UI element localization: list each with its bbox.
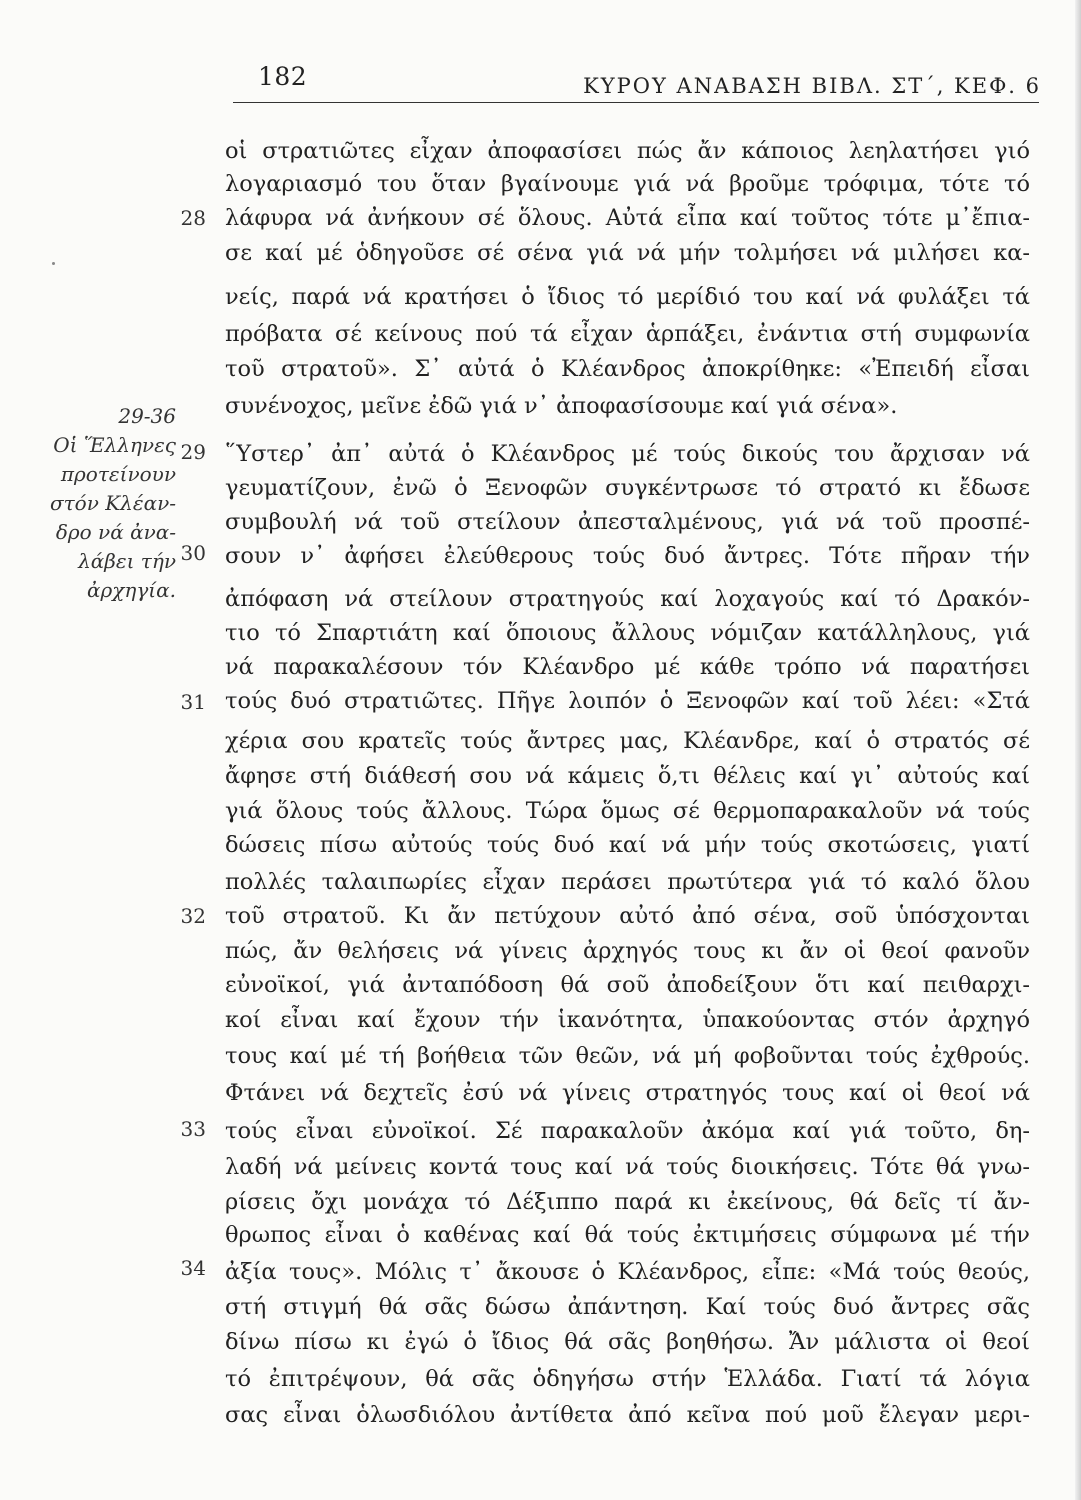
text-line: ρίσεις ὄχι μονάχα τό Δέξιππο παρά κι ἐκείνους, θά δεῖς τί ἄν-: [225, 1189, 1030, 1215]
text-line: τούς δυό στρατιῶτες. Πῆγε λοιπόν ὁ Ξενοφῶν καί τοῦ λέει: «Στά: [225, 688, 1030, 714]
text-line: νά παρακαλέσουν τόν Κλέανδρο μέ κάθε τρόπο νά παρατήσει: [225, 654, 1030, 680]
text-line: πρόβατα σέ κείνους πού τά εἶχαν ἁρπάξει, ἐνάντια στή συμφωνία: [225, 321, 1030, 347]
paragraph-number-30: 30: [180, 541, 206, 565]
side-note-line: στόν Κλέαν-: [49, 491, 176, 515]
paragraph-number-32: 32: [180, 904, 206, 928]
paragraph-number-31: 31: [180, 690, 206, 714]
page-edge-shadow: [1075, 0, 1081, 1500]
text-line: χέρια σου κρατεῖς τούς ἄντρες μας, Κλέανδρε, καί ὁ στρατός σέ: [225, 728, 1030, 754]
text-line: λαδή νά μείνεις κοντά τους καί νά τούς διοικήσεις. Τότε θά γνω-: [225, 1154, 1030, 1180]
text-line: λάφυρα νά ἀνήκουν σέ ὅλους. Αὐτά εἶπα καί τοῦτος τότε μ᾽ἔπια-: [225, 205, 1030, 231]
text-line: σουν ν᾽ ἀφήσει ἐλεύθερους τούς δυό ἄντρες. Τότε πῆραν τήν: [225, 543, 1030, 569]
text-line: θρωπος εἶναι ὁ καθένας καί θά τούς ἐκτιμήσεις σύμφωνα μέ τήν: [225, 1222, 1030, 1248]
text-line: τοῦ στρατοῦ. Κι ἄν πετύχουν αὐτό ἀπό σένα, σοῦ ὑπόσχονται: [225, 903, 1030, 929]
side-note-line: 29-36: [118, 404, 176, 428]
running-title: ΚΥΡΟΥ ΑΝΑΒΑΣΗ ΒΙΒΛ. ΣΤ΄, ΚΕΦ. 6: [583, 74, 1041, 98]
text-line: στή στιγμή θά σᾶς δώσω ἀπάντηση. Καί τούς δυό ἄντρες σᾶς: [225, 1294, 1030, 1320]
side-note-line: ἀρχηγία.: [86, 578, 176, 602]
side-note-line: δρο νά ἀνα-: [55, 520, 176, 544]
text-line: κοί εἶναι καί ἔχουν τήν ἱκανότητα, ὑπακούοντας στόν ἀρχηγό: [225, 1007, 1030, 1033]
side-note-line: Οἱ Ἕλληνες: [53, 433, 176, 457]
text-line: δώσεις πίσω αὐτούς τούς δυό καί νά μήν τούς σκοτώσεις, γιατί: [225, 832, 1030, 858]
text-line: γευματίζουν, ἐνῶ ὁ Ξενοφῶν συγκέντρωσε τό στρατό κι ἔδωσε: [225, 475, 1030, 501]
text-line: τους καί μέ τή βοήθεια τῶν θεῶν, νά μή φοβοῦνται τούς ἐχθρούς.: [225, 1043, 1030, 1069]
text-line: νείς, παρά νά κρατήσει ὁ ἴδιος τό μερίδιό του καί νά φυλάξει τά: [225, 284, 1030, 310]
text-line: λογαριασμό του ὅταν βγαίνουμε γιά νά βροῦμε τρόφιμα, τότε τό: [225, 171, 1030, 197]
text-line: δίνω πίσω κι ἐγώ ὁ ἴδιος θά σᾶς βοηθήσω. Ἄν μάλιστα οἱ θεοί: [225, 1329, 1030, 1355]
side-note-line: λάβει τήν: [78, 549, 176, 573]
text-line: τούς εἶναι εὐνοϊκοί. Σέ παρακαλοῦν ἀκόμα καί γιά τοῦτο, δη-: [225, 1118, 1030, 1144]
margin-speck: [52, 262, 55, 265]
text-line: πώς, ἄν θελήσεις νά γίνεις ἀρχηγός τους κι ἄν οἱ θεοί φανοῦν: [225, 938, 1030, 964]
text-line: ἀπόφαση νά στείλουν στρατηγούς καί λοχαγούς καί τό Δρακόν-: [225, 586, 1030, 612]
text-line: τό ἐπιτρέψουν, θά σᾶς ὁδηγήσω στήν Ἑλλάδα. Γιατί τά λόγια: [225, 1366, 1030, 1392]
text-line: συμβουλή νά τοῦ στείλουν ἀπεσταλμένους, γιά νά τοῦ προσπέ-: [225, 509, 1030, 535]
text-line: πολλές ταλαιπωρίες εἶχαν περάσει πρωτύτερα γιά τό καλό ὅλου: [225, 869, 1030, 895]
text-line: γιά ὅλους τούς ἄλλους. Τώρα ὅμως σέ θερμοπαρακαλοῦν νά τούς: [225, 798, 1030, 824]
page-number: 182: [258, 62, 308, 91]
paragraph-number-34: 34: [180, 1256, 206, 1280]
text-line: συνένοχος, μεῖνε ἐδῶ γιά ν᾽ ἀποφασίσουμε καί γιά σένα».: [225, 393, 898, 419]
text-line: ῞Υστερ᾽ ἀπ᾽ αὐτά ὁ Κλέανδρος μέ τούς δικούς του ἄρχισαν νά: [225, 441, 1030, 467]
text-line: ἄφησε στή διάθεσή σου νά κάμεις ὅ,τι θέλεις καί γι᾽ αὐτούς καί: [225, 763, 1030, 789]
paragraph-number-28: 28: [180, 206, 206, 230]
text-line: ἀξία τους». Μόλις τ᾽ ἄκουσε ὁ Κλέανδρος, εἶπε: «Μά τούς θεούς,: [225, 1259, 1030, 1285]
text-line: σας εἶναι ὁλωσδιόλου ἀντίθετα ἀπό κεῖνα πού μοῦ ἔλεγαν μερι-: [225, 1402, 1030, 1428]
text-line: Φτάνει νά δεχτεῖς ἐσύ νά γίνεις στρατηγός τους καί οἱ θεοί νά: [225, 1080, 1030, 1106]
text-line: οἱ στρατιῶτες εἶχαν ἀποφασίσει πώς ἄν κάποιος λεηλατήσει γιό: [225, 138, 1030, 164]
text-line: εὐνοϊκοί, γιά ἀνταπόδοση θά σοῦ ἀποδείξουν ὅτι καί πειθαρχι-: [225, 972, 1030, 998]
paragraph-number-33: 33: [180, 1117, 206, 1141]
margin-summary-note: [26, 402, 176, 605]
paragraph-number-29: 29: [180, 440, 206, 464]
header-rule: [233, 102, 1039, 103]
text-line: τιο τό Σπαρτιάτη καί ὅποιους ἄλλους νόμιζαν κατάλληλους, γιά: [225, 620, 1030, 646]
text-line: σε καί μέ ὁδηγοῦσε σέ σένα γιά νά μήν τολμήσει νά μιλήσει κα-: [225, 240, 1030, 266]
side-note-line: προτείνουν: [60, 462, 176, 486]
text-line: τοῦ στρατοῦ». Σ᾽ αὐτά ὁ Κλέανδρος ἀποκρίθηκε: «Ἐπειδή εἶσαι: [225, 356, 1030, 382]
